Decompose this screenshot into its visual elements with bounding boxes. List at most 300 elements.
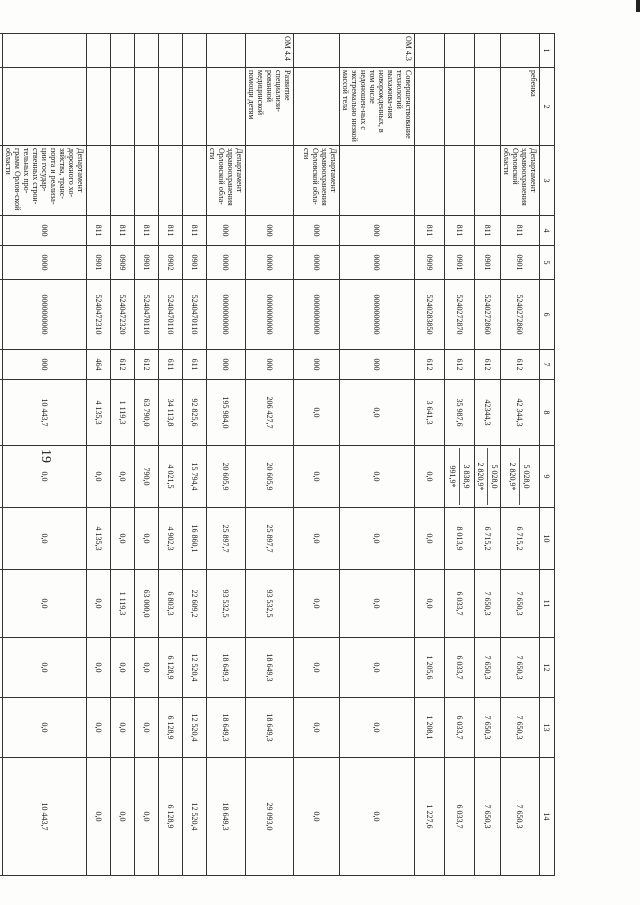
table-cell-col-6 <box>111 280 135 350</box>
cell-text: 000 <box>372 224 382 237</box>
table-cell-col-12 <box>183 638 207 698</box>
table-cell-col-10 <box>111 508 135 570</box>
scan-corner-mark <box>636 0 640 12</box>
cell-text: Совершенствование технологий выхажива-ния новорожденных, в том числе недоношен-ных с экстремально низкой массой тела <box>341 70 413 142</box>
cell-text: 000 <box>221 358 231 371</box>
cell-text: 7 650,3 <box>483 804 492 829</box>
table-cell-col-3 <box>340 146 415 216</box>
cell-text: 0,0 <box>94 811 103 822</box>
table-cell-col-11 <box>135 570 159 638</box>
cell-text: 0,0 <box>40 722 49 733</box>
cell-text: 8 013,9 <box>455 526 464 551</box>
table-cell-col-3 <box>135 146 159 216</box>
column-header: 8 <box>540 380 555 446</box>
cell-text: 5240472310 <box>94 294 103 335</box>
cell-text: 0,0 <box>312 722 321 733</box>
cell-text: 4 021,5 <box>166 464 175 489</box>
table-row <box>445 34 475 876</box>
cell-text: 811 <box>142 224 151 237</box>
table-cell-col-14 <box>475 758 501 876</box>
cell-text: 000 <box>265 358 274 371</box>
table-cell-col-12 <box>475 638 501 698</box>
table-cell-col-10 <box>340 508 415 570</box>
table-cell-col-9 <box>475 446 501 508</box>
table-cell-col-14 <box>3 758 87 876</box>
table-cell-col-1 <box>340 34 415 68</box>
cell-text: 811 <box>483 224 492 237</box>
table-cell-col-7 <box>475 350 501 380</box>
table-cell-col-6 <box>183 280 207 350</box>
table-cell-col-7 <box>111 350 135 380</box>
cell-text: Департамент здравоохранения Орловской обла-сти <box>208 148 244 206</box>
cell-text: 0,0 <box>94 662 103 673</box>
table-cell-col-9 <box>0 446 3 508</box>
table-cell-col-4 <box>3 216 87 246</box>
table-cell-col-10 <box>3 508 87 570</box>
cell-text: 12 520,4 <box>190 713 199 742</box>
cell-text: 0,0 <box>40 662 49 673</box>
table-cell-col-10 <box>501 508 540 570</box>
table-cell-col-12 <box>87 638 111 698</box>
table-cell-col-3 <box>475 146 501 216</box>
cell-text: 63 790,0 <box>142 398 151 427</box>
table-cell-col-5 <box>87 246 111 280</box>
table-cell-col-4 <box>246 216 294 246</box>
cell-text: 7 650,3 <box>515 591 525 616</box>
table-row <box>475 34 501 876</box>
table-cell-col-13 <box>111 698 135 758</box>
cell-text: ребенка <box>529 70 538 97</box>
cell-text: 0,0 <box>372 471 382 482</box>
cell-text: 0,0 <box>312 811 321 822</box>
cell-text: 4 135,3 <box>94 526 103 551</box>
table-cell-col-6 <box>475 280 501 350</box>
table-cell-col-7 <box>183 350 207 380</box>
table-cell-col-1 <box>246 34 294 68</box>
cell-text: 0000 <box>312 254 321 271</box>
cell-text: 1 205,6 <box>425 655 434 680</box>
table-cell-col-2 <box>475 68 501 146</box>
cell-text: 790,0 <box>142 467 151 486</box>
cell-text: 0000 <box>372 254 382 271</box>
table-cell-col-8 <box>501 380 540 446</box>
table-cell-col-9 <box>294 446 340 508</box>
table-cell-col-12 <box>111 638 135 698</box>
table-cell-col-14 <box>87 758 111 876</box>
table-cell-col-9 <box>246 446 294 508</box>
table-cell-col-1 <box>3 34 87 68</box>
table-cell-col-2 <box>3 68 87 146</box>
table-cell-col-8 <box>135 380 159 446</box>
cell-text: 6 033,7 <box>455 804 464 829</box>
cell-text: 0,0 <box>372 533 382 544</box>
table-cell-col-11 <box>183 570 207 638</box>
cell-text: 10 443,7 <box>40 802 49 831</box>
cell-text: 0000 <box>221 254 231 271</box>
cell-text: 5240470110 <box>142 294 151 335</box>
cell-text: 0000000000 <box>40 294 49 335</box>
table-cell-col-5 <box>159 246 183 280</box>
cell-text: 464 <box>94 358 103 371</box>
table-cell-col-9 <box>445 446 475 508</box>
cell-text: ОМ 4.3 <box>404 36 413 61</box>
cell-text: 0901 <box>515 254 525 271</box>
table-cell-col-1 <box>501 34 540 68</box>
cell-text: 612 <box>483 358 492 371</box>
table-cell-col-9 <box>159 446 183 508</box>
cell-text: 000 <box>40 224 49 237</box>
table-cell-col-9 <box>501 446 540 508</box>
cell-text: 612 <box>515 358 525 371</box>
table-cell-col-7 <box>415 350 445 380</box>
cell-text: ОМ 4.4 <box>283 36 292 61</box>
table-cell-col-11 <box>3 570 87 638</box>
cell-text: 1 119,3 <box>118 400 127 425</box>
cell-text: 5240472320 <box>118 294 127 335</box>
table-row <box>501 34 540 876</box>
table-body <box>0 34 540 876</box>
table-cell-col-3 <box>3 146 87 216</box>
cell-text: 18 649,3 <box>221 653 231 682</box>
page-number: 19 <box>38 449 53 463</box>
cell-text: 3 641,3 <box>425 400 434 425</box>
cell-text: 811 <box>166 224 175 237</box>
cell-text: 0901 <box>483 254 492 271</box>
table-cell-col-13 <box>445 698 475 758</box>
table-cell-col-7 <box>87 350 111 380</box>
cell-text: 0,0 <box>118 471 127 482</box>
table-cell-col-12 <box>445 638 475 698</box>
table-cell-col-8 <box>0 380 3 446</box>
table-cell-col-6 <box>135 280 159 350</box>
cell-text: 18 649,3 <box>265 713 274 742</box>
table-cell-col-6 <box>3 280 87 350</box>
cell-text: 811 <box>118 224 127 237</box>
cell-text: 611 <box>190 358 199 371</box>
table-row <box>87 34 111 876</box>
table-cell-col-5 <box>246 246 294 280</box>
table-cell-col-7 <box>294 350 340 380</box>
table-cell-col-7 <box>135 350 159 380</box>
table-cell-col-8 <box>111 380 135 446</box>
table-row <box>135 34 159 876</box>
cell-text: 1 119,3 <box>118 591 127 616</box>
table-cell-col-9 <box>135 446 159 508</box>
table-cell-col-2 <box>135 68 159 146</box>
cell-text: 0000 <box>40 254 49 271</box>
cell-text: 5240470110 <box>190 294 199 335</box>
table-cell-col-4 <box>111 216 135 246</box>
table-cell-col-10 <box>87 508 111 570</box>
cell-text: 7 650,3 <box>483 655 492 680</box>
table-cell-col-2 <box>183 68 207 146</box>
cell-text: 63 000,0 <box>142 589 151 618</box>
table-cell-col-14 <box>111 758 135 876</box>
cell-text: 612 <box>118 358 127 371</box>
table-cell-col-11 <box>340 570 415 638</box>
table-cell-col-5 <box>475 246 501 280</box>
cell-text: 20 605,9 <box>221 462 231 491</box>
cell-text: 0,0 <box>312 471 321 482</box>
cell-text: 0,0 <box>94 598 103 609</box>
table-cell-col-5 <box>501 246 540 280</box>
table-cell-col-2 <box>445 68 475 146</box>
column-header: 13 <box>540 698 555 758</box>
table-cell-col-3 <box>87 146 111 216</box>
table-cell-col-11 <box>87 570 111 638</box>
table-cell-col-12 <box>207 638 246 698</box>
cell-text: 0,0 <box>372 407 382 418</box>
cell-text: 12 520,4 <box>190 802 199 831</box>
cell-text: 7 650,3 <box>515 655 525 680</box>
cell-text: 6 128,9 <box>166 715 175 740</box>
table-cell-col-8 <box>87 380 111 446</box>
table-cell-col-10 <box>415 508 445 570</box>
table-cell-col-3 <box>159 146 183 216</box>
table-cell-col-1 <box>0 34 3 68</box>
table-cell-col-8 <box>415 380 445 446</box>
table-row <box>111 34 135 876</box>
table-cell-col-3 <box>111 146 135 216</box>
cell-text: 6 033,7 <box>455 655 464 680</box>
column-header: 2 <box>540 68 555 146</box>
cell-text: 6 715,2 <box>515 526 525 551</box>
table-cell-col-2 <box>159 68 183 146</box>
table-cell-col-13 <box>475 698 501 758</box>
cell-text: 0,0 <box>312 407 321 418</box>
cell-text: 7 650,3 <box>515 715 525 740</box>
table-cell-col-13 <box>246 698 294 758</box>
cell-text: 612 <box>142 358 151 371</box>
cell-text: Развитие специализи-рованной медицинской помощи детям <box>247 70 292 120</box>
cell-text: 0000000000 <box>221 294 231 335</box>
table-cell-col-11 <box>415 570 445 638</box>
table-cell-col-12 <box>159 638 183 698</box>
cell-text: 5240470110 <box>166 294 175 335</box>
table-row <box>159 34 183 876</box>
cell-text: 0,0 <box>142 722 151 733</box>
table-cell-col-7 <box>159 350 183 380</box>
table-cell-col-1 <box>445 34 475 68</box>
table-cell-col-8 <box>445 380 475 446</box>
table-cell-col-2 <box>501 68 540 146</box>
cell-text: Департамент здравоохранения Орловской области <box>502 148 538 206</box>
table-cell-col-4 <box>0 216 3 246</box>
cell-text: 7 650,3 <box>483 591 492 616</box>
cell-text: 0,0 <box>372 598 382 609</box>
cell-text: 5 028,0 <box>522 464 532 489</box>
table-cell-col-5 <box>0 246 3 280</box>
cell-text: 0902 <box>166 254 175 271</box>
column-header: 4 <box>540 216 555 246</box>
table-row <box>415 34 445 876</box>
cell-text: 0901 <box>455 254 464 271</box>
cell-footnote-value: 2 820,9* <box>476 448 488 505</box>
cell-text: 0,0 <box>312 598 321 609</box>
table-cell-col-14 <box>294 758 340 876</box>
header-row <box>540 34 555 876</box>
table-cell-col-6 <box>294 280 340 350</box>
table-cell-col-1 <box>159 34 183 68</box>
column-header: 14 <box>540 758 555 876</box>
cell-text: 000 <box>40 358 49 371</box>
table-cell-col-3 <box>207 146 246 216</box>
table-cell-col-8 <box>294 380 340 446</box>
cell-text: 0901 <box>94 254 103 271</box>
table-cell-col-10 <box>159 508 183 570</box>
table-cell-col-8 <box>3 380 87 446</box>
cell-text: 0000000000 <box>312 294 321 335</box>
cell-text: 0,0 <box>40 598 49 609</box>
table-cell-col-14 <box>207 758 246 876</box>
table-cell-col-13 <box>3 698 87 758</box>
column-header: 6 <box>540 280 555 350</box>
column-header: 7 <box>540 350 555 380</box>
table-cell-col-6 <box>501 280 540 350</box>
table-cell-col-6 <box>340 280 415 350</box>
table-cell-col-12 <box>294 638 340 698</box>
table-cell-col-5 <box>415 246 445 280</box>
table-cell-col-13 <box>207 698 246 758</box>
cell-text: 0000000000 <box>372 294 382 335</box>
cell-text: 0,0 <box>142 533 151 544</box>
table-cell-col-7 <box>0 350 3 380</box>
cell-text: 0000 <box>265 254 274 271</box>
table-cell-col-10 <box>445 508 475 570</box>
cell-text: 4 135,3 <box>94 400 103 425</box>
cell-text: 5 028,0 <box>490 464 499 489</box>
cell-text: 612 <box>455 358 464 371</box>
cell-text: 0901 <box>142 254 151 271</box>
cell-text: 16 860,1 <box>190 524 199 553</box>
cell-text: 5240272860 <box>515 294 525 335</box>
cell-text: 0,0 <box>118 533 127 544</box>
table-cell-col-14 <box>340 758 415 876</box>
cell-text: 0,0 <box>118 722 127 733</box>
table-row <box>294 34 340 876</box>
table-cell-col-5 <box>3 246 87 280</box>
table-cell-col-6 <box>159 280 183 350</box>
table-cell-col-9 <box>415 446 445 508</box>
table-cell-col-4 <box>183 216 207 246</box>
table-cell-col-11 <box>111 570 135 638</box>
cell-text: 6 128,9 <box>166 655 175 680</box>
table-cell-col-2 <box>87 68 111 146</box>
cell-text: 93 532,5 <box>265 589 274 618</box>
table-cell-col-12 <box>135 638 159 698</box>
table-cell-col-3 <box>0 146 3 216</box>
cell-text: 0,0 <box>372 662 382 673</box>
table-cell-col-10 <box>475 508 501 570</box>
column-header: 11 <box>540 570 555 638</box>
table-cell-col-6 <box>445 280 475 350</box>
table-cell-col-10 <box>183 508 207 570</box>
table-cell-col-13 <box>0 698 3 758</box>
column-header: 12 <box>540 638 555 698</box>
table-cell-col-5 <box>135 246 159 280</box>
cell-text: 7 650,3 <box>515 804 525 829</box>
table-cell-col-4 <box>501 216 540 246</box>
cell-text: 34 113,8 <box>166 398 175 427</box>
table-cell-col-13 <box>415 698 445 758</box>
table-cell-col-2 <box>294 68 340 146</box>
cell-text: 0909 <box>118 254 127 271</box>
table-cell-col-2 <box>0 68 3 146</box>
cell-footnote-value: 991,9* <box>448 448 460 505</box>
table-cell-col-1 <box>475 34 501 68</box>
cell-text: 18 649,3 <box>221 802 231 831</box>
table-cell-col-14 <box>415 758 445 876</box>
cell-text: 611 <box>166 358 175 371</box>
table-row <box>0 34 3 876</box>
table-cell-col-10 <box>135 508 159 570</box>
table-cell-col-5 <box>111 246 135 280</box>
table-cell-col-14 <box>445 758 475 876</box>
cell-text: 93 532,5 <box>221 589 231 618</box>
cell-text: 5240272870 <box>455 294 464 335</box>
table-cell-col-6 <box>87 280 111 350</box>
cell-text: 20 605,9 <box>265 462 274 491</box>
table-cell-col-4 <box>340 216 415 246</box>
cell-text: 5240272860 <box>483 294 492 335</box>
table-cell-col-13 <box>159 698 183 758</box>
table-cell-col-13 <box>294 698 340 758</box>
cell-text: 6 715,2 <box>483 526 492 551</box>
cell-text: 0000000000 <box>265 294 274 335</box>
table-cell-col-9 <box>183 446 207 508</box>
table-cell-col-6 <box>207 280 246 350</box>
table-cell-col-3 <box>501 146 540 216</box>
cell-footnote-value: 2 820,9* <box>509 448 521 505</box>
cell-text: 92 825,6 <box>190 398 199 427</box>
cell-text: 0,0 <box>142 662 151 673</box>
cell-text: 4 902,3 <box>166 526 175 551</box>
table-cell-col-2 <box>415 68 445 146</box>
table-row <box>340 34 415 876</box>
table-cell-col-14 <box>159 758 183 876</box>
table-cell-col-8 <box>207 380 246 446</box>
cell-text: 0,0 <box>372 722 382 733</box>
cell-text: 206 427,7 <box>265 396 274 429</box>
cell-text: 0,0 <box>94 722 103 733</box>
cell-text: 0,0 <box>312 662 321 673</box>
table-cell-col-11 <box>159 570 183 638</box>
table-cell-col-4 <box>207 216 246 246</box>
table-cell-col-14 <box>0 758 3 876</box>
cell-text: 1 227,6 <box>425 804 434 829</box>
table-cell-col-14 <box>183 758 207 876</box>
cell-text: 22 609,2 <box>190 589 199 618</box>
table-cell-col-4 <box>294 216 340 246</box>
cell-text: 811 <box>190 224 199 237</box>
table-cell-col-1 <box>87 34 111 68</box>
cell-text: 0,0 <box>425 471 434 482</box>
cell-text: 6 803,3 <box>166 591 175 616</box>
cell-text: 0909 <box>425 254 434 271</box>
cell-text: 000 <box>312 358 321 371</box>
table-cell-col-11 <box>501 570 540 638</box>
table-cell-col-14 <box>246 758 294 876</box>
table-cell-col-3 <box>294 146 340 216</box>
cell-text: 811 <box>94 224 103 237</box>
table-cell-col-1 <box>135 34 159 68</box>
table-cell-col-11 <box>246 570 294 638</box>
cell-text: 811 <box>515 224 525 237</box>
cell-text: 6 128,9 <box>166 804 175 829</box>
table-cell-col-7 <box>445 350 475 380</box>
table-cell-col-13 <box>87 698 111 758</box>
table-cell-col-5 <box>183 246 207 280</box>
